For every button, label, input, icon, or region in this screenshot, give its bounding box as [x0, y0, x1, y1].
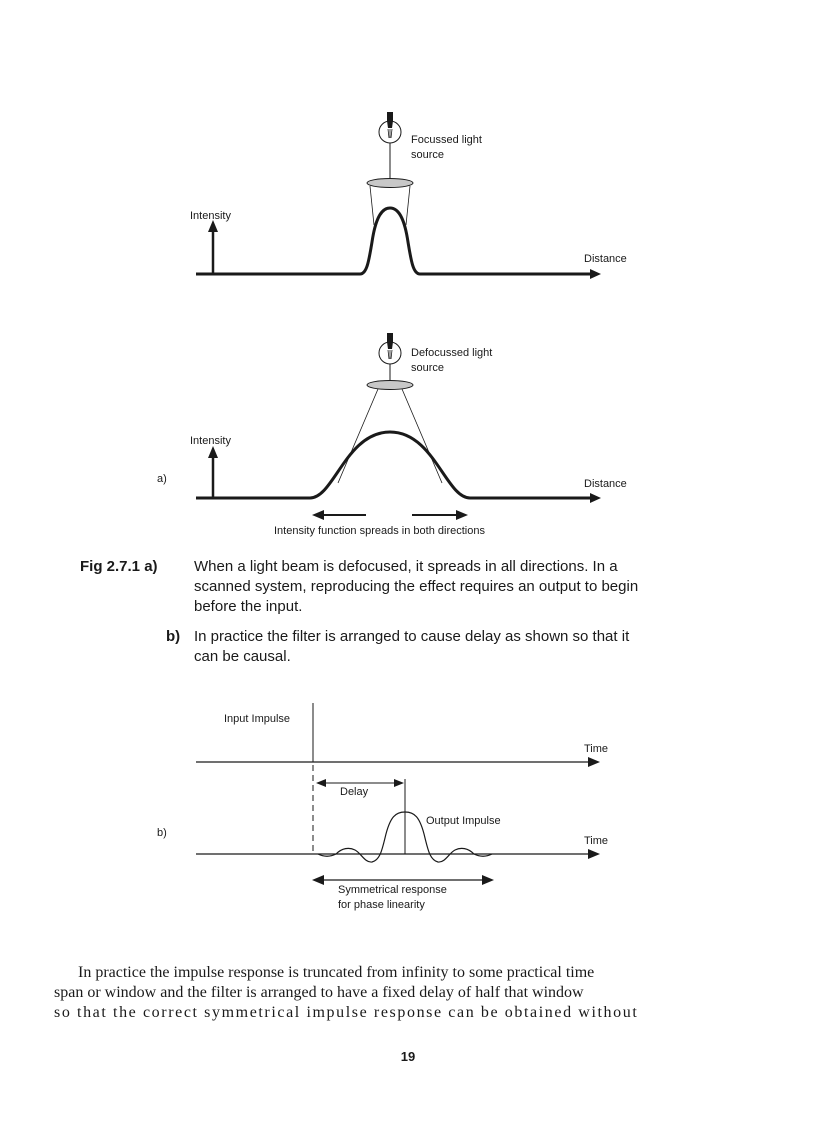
distance-arrow-icon	[590, 493, 601, 503]
body-text-line-3: so that the correct symmetrical impulse response can be obtained without	[54, 1004, 639, 1021]
intensity-arrow-icon	[208, 446, 218, 458]
caption-a-line-1: When a light beam is defocused, it spreads in all directions. In a	[194, 558, 618, 575]
panel-label-b: b)	[157, 827, 167, 839]
delay-label: Delay	[340, 786, 369, 798]
delay-right-arrow-icon	[394, 779, 404, 787]
time-arrow-icon	[588, 757, 600, 767]
body-text-line-1: In practice the impulse response is truncated from infinity to some practical time	[78, 964, 595, 981]
symmetric-left-arrow-icon	[312, 875, 324, 885]
intensity-label-bottom: Intensity	[190, 435, 231, 447]
panel-label-a: a)	[157, 473, 167, 485]
caption-b-line-2: can be causal.	[194, 648, 291, 665]
light-bulb-icon	[379, 112, 401, 143]
figure-number: Fig 2.7.1	[80, 558, 141, 575]
distance-arrow-icon	[590, 269, 601, 279]
lens-icon	[367, 179, 413, 188]
defocussed-source-label: Defocussed light	[411, 347, 493, 359]
time-label-bottom: Time	[584, 835, 609, 847]
figure-caption-label	[80, 558, 158, 576]
spread-right-arrow-icon	[456, 510, 468, 520]
intensity-label-top: Intensity	[190, 210, 231, 222]
light-bulb-icon	[379, 333, 401, 364]
body-text-line-2: span or window and the filter is arranged to have a fixed delay of half that window	[54, 984, 584, 1001]
lens-icon	[367, 381, 413, 390]
focussed-source-label: Focussed light	[411, 134, 482, 146]
focussed-diagram	[190, 112, 627, 279]
symmetric-right-arrow-icon	[482, 875, 494, 885]
time-label-top: Time	[584, 743, 609, 755]
focussed-source-label-2: source	[411, 149, 445, 161]
symmetric-label-2: for phase linearity	[338, 899, 425, 911]
defocussed-source-label-2: source	[411, 362, 445, 374]
distance-label-top: Distance	[584, 253, 627, 265]
caption-a-line-2: scanned system, reproducing the effect requires an output to begin	[194, 578, 639, 595]
output-impulse-label: Output Impulse	[426, 815, 501, 827]
delay-left-arrow-icon	[316, 779, 326, 787]
input-impulse-label: Input Impulse	[224, 713, 291, 725]
time-arrow-icon	[588, 849, 600, 859]
page-number: 19	[400, 1049, 416, 1064]
delay-diagram	[157, 703, 608, 911]
symmetric-label-1: Symmetrical response	[338, 884, 447, 896]
defocussed-diagram	[157, 333, 627, 537]
caption-b-label: b)	[166, 628, 181, 645]
spread-left-arrow-icon	[312, 510, 324, 520]
caption-b-line-1: In practice the filter is arranged to cause delay as shown so that it	[194, 628, 630, 645]
caption-a-label: a)	[144, 558, 158, 575]
distance-label-bottom: Distance	[584, 478, 627, 490]
spread-caption: Intensity function spreads in both directions	[274, 525, 485, 537]
wide-intensity-curve	[196, 432, 590, 498]
narrow-intensity-curve	[196, 208, 590, 274]
caption-a-line-3: before the input.	[194, 598, 303, 615]
